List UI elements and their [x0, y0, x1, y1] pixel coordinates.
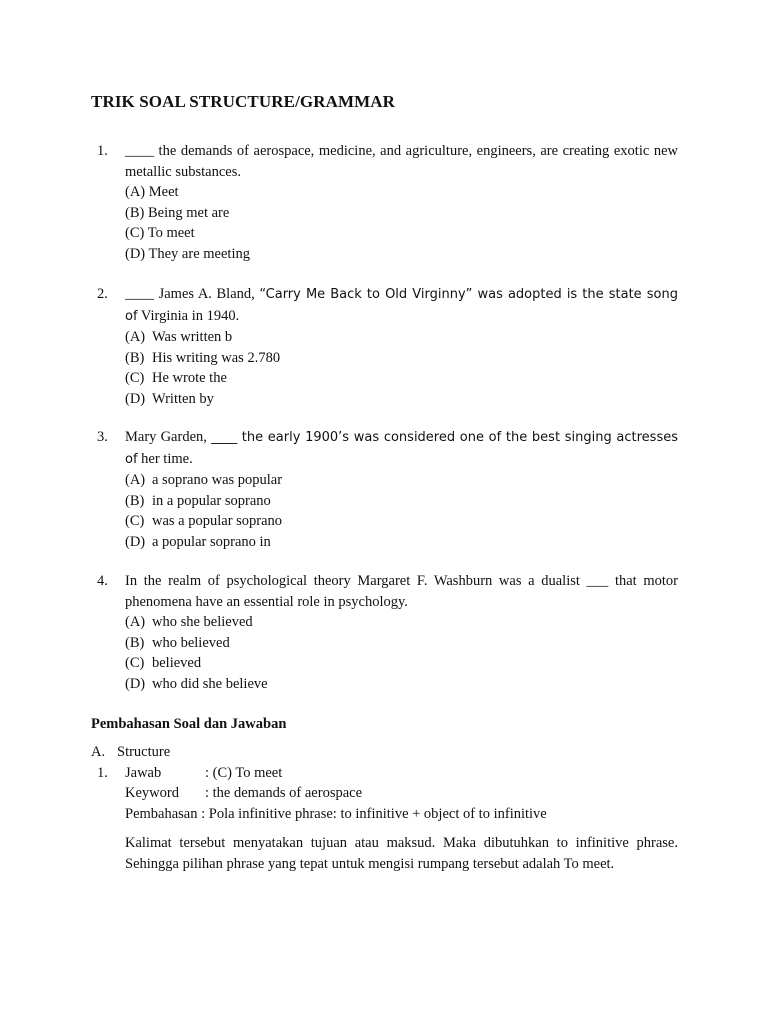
option-list: [125, 470, 678, 552]
option-b[interactable]: (B) Being met are: [125, 204, 230, 221]
option-list: [125, 182, 678, 264]
question-text: In the realm of psychological theory Margaret F. Washburn was a dualist ___ that motor phenomena have an essential role in psychology.: [125, 573, 678, 610]
question-number: 4.: [97, 573, 108, 589]
option-c[interactable]: (C) To meet: [125, 225, 195, 241]
section-label: A.: [91, 744, 106, 760]
section-name: Structure: [117, 744, 171, 760]
option-a[interactable]: (A) Meet: [125, 184, 179, 200]
option-a[interactable]: (A) who she believed: [125, 614, 253, 630]
discussion-title: Pembahasan Soal dan Jawaban: [91, 716, 287, 732]
answer-jawab-row: [91, 763, 678, 784]
option-d[interactable]: (D) who did she believe: [125, 675, 268, 692]
option-list: [125, 612, 678, 694]
page-title: TRIK SOAL STRUCTURE/GRAMMAR: [91, 92, 396, 111]
answer-number: 1.: [97, 764, 108, 781]
question-text: ____ the demands of aerospace, medicine, and agriculture, engineers, are creating exotic new metallic substances.: [125, 143, 678, 180]
question-number: 2.: [97, 286, 108, 302]
option-a[interactable]: (A) a soprano was popular: [125, 472, 283, 488]
option-c[interactable]: (C) believed: [125, 655, 202, 671]
option-a[interactable]: (A) Was written b: [125, 329, 233, 345]
option-b[interactable]: (B) who believed: [125, 634, 230, 651]
question-4: [91, 571, 678, 694]
section-heading: [91, 742, 678, 763]
question-3: [91, 427, 678, 552]
option-d[interactable]: (D) Written by: [125, 390, 214, 407]
question-text: Mary Garden, ____ the early 1900’s was considered one of the best singing actresses of her time.: [125, 429, 678, 467]
option-c[interactable]: (C) was a popular soprano: [125, 513, 283, 529]
answer-explanation: Kalimat tersebut menyatakan tujuan atau maksud. Maka dibutuhkan to infinitive phrase. Sehingga pilihan phrase yang tepat untuk mengisi rumpang tersebut adalah To meet.: [125, 835, 678, 872]
pembahasan-line: Pembahasan : Pola infinitive phrase: to infinitive + object of to infinitive: [125, 805, 547, 822]
jawab-value: : (C) To meet: [205, 764, 283, 781]
discussion-section: [91, 742, 678, 874]
jawab-label: Jawab: [125, 764, 162, 781]
question-text: ____ James A. Bland, “Carry Me Back to Old Virginny” was adopted is the state song of Virginia in 1940.: [125, 286, 678, 324]
option-d[interactable]: (D) a popular soprano in: [125, 533, 271, 550]
option-b[interactable]: (B) in a popular soprano: [125, 492, 271, 509]
keyword-label: Keyword: [125, 785, 179, 801]
option-list: [125, 327, 678, 409]
question-number: 3.: [97, 429, 108, 445]
option-b[interactable]: (B) His writing was 2.780: [125, 349, 281, 366]
question-2: [91, 284, 678, 409]
answer-pembahasan-row: [91, 804, 678, 825]
answer-keyword-row: [91, 783, 678, 804]
keyword-value: : the demands of aerospace: [205, 785, 363, 801]
question-number: 1.: [97, 143, 108, 159]
option-d[interactable]: (D) They are meeting: [125, 245, 250, 262]
option-c[interactable]: (C) He wrote the: [125, 370, 227, 386]
question-1: [91, 141, 678, 264]
